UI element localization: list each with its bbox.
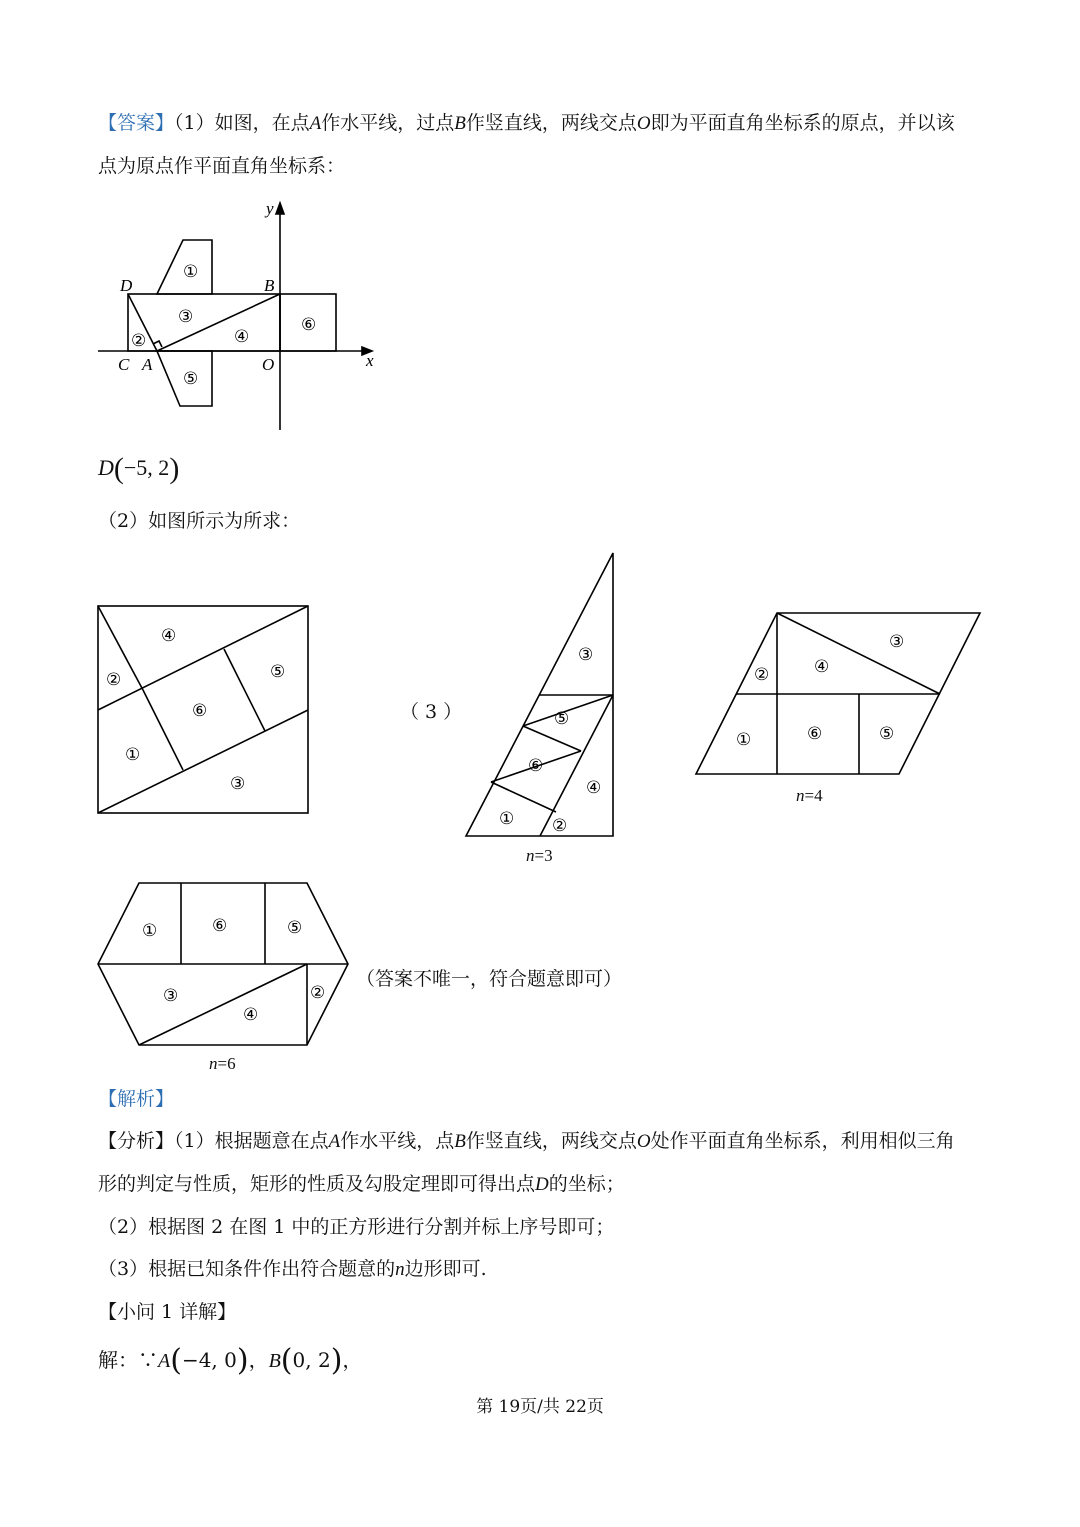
analysis-line-2: 形的判定与性质，矩形的性质及勾股定理即可得出点D的坐标； [98,1173,625,1195]
page-footer: 第 19页/共 22页 [476,1397,604,1417]
square-label-4: ④ [161,626,177,646]
answer-tag: 【答案】 [98,112,175,134]
caption-n4: n=4 [796,786,823,805]
label-D: D [120,276,133,295]
piece-label-4: ④ [234,327,250,347]
note-text: （答案不唯一，符合题意即可） [356,968,623,990]
n4-label-5: ⑤ [879,724,895,744]
n3-label-2: ② [552,816,568,836]
analysis-line-1: 【分析】（1）根据题意在点A作水平线，点B作竖直线，两线交点O处作平面直角坐标系，利用相似三角 [98,1130,955,1152]
piece-label-5: ⑤ [183,369,199,389]
n4-label-6: ⑥ [807,724,823,744]
label-C: C [118,355,130,374]
square-label-1: ① [125,745,141,765]
part-2-text: （2）如图所示为所求： [98,510,301,532]
analysis-tag: 【解析】 [98,1088,175,1110]
n4-label-3: ③ [889,632,905,652]
label-O: O [262,355,275,374]
n6-label-3: ③ [163,986,179,1006]
analysis-line-3: （2）根据图 2 在图 1 中的正方形进行分割并标上序号即可； [98,1216,615,1238]
piece-label-3: ③ [178,307,194,327]
answer-line-1: 【答案】（1）如图，在点A作水平线，过点B作竖直线，两线交点O即为平面直角坐标系的原点，并以该 [98,112,955,134]
n6-label-6: ⑥ [212,916,228,936]
square-label-5: ⑤ [270,662,286,682]
n4-label-4: ④ [814,657,830,677]
n6-label-4: ④ [243,1005,259,1025]
piece-label-1: ① [183,262,199,282]
detail-heading: 【小问 1 详解】 [98,1301,237,1323]
n3-label-3: ③ [578,645,594,665]
part-3-label: （ 3 ） [400,701,463,723]
solution-line: 解：∵A(−4, 0)，B(0, 2)， [98,1343,363,1378]
square-label-6: ⑥ [192,701,208,721]
piece-label-6: ⑥ [301,315,317,335]
n3-label-1: ① [499,809,515,829]
n3-label-5: ⑤ [554,709,570,729]
n4-label-1: ① [736,730,752,750]
square-label-3: ③ [230,774,246,794]
caption-n3: n=3 [526,846,553,865]
piece-label-2: ② [131,331,147,351]
n6-label-1: ① [142,921,158,941]
label-B: B [264,276,275,295]
n6-label-5: ⑤ [287,918,303,938]
n4-label-2: ② [754,665,770,685]
analysis-line-4: （3）根据已知条件作出符合题意的n边形即可. [98,1258,487,1280]
axis-x-label: x [366,351,374,370]
axis-y-label: y [266,199,274,218]
coord-D: D(−5, 2) [98,452,180,485]
label-A: A [142,355,153,374]
n3-label-4: ④ [586,778,602,798]
answer-line-2: 点为原点作平面直角坐标系： [98,155,346,177]
n6-label-2: ② [310,983,326,1003]
square-label-2: ② [106,670,122,690]
n3-label-6: ⑥ [528,756,544,776]
caption-n6: n=6 [209,1054,236,1073]
